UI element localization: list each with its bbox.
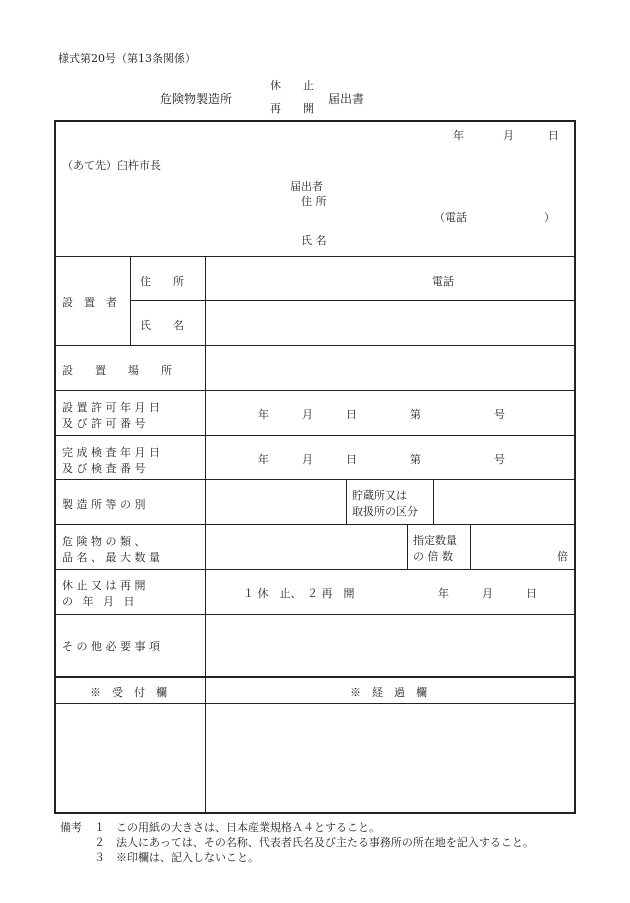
form-number: 様式第20号（第13条関係） bbox=[58, 52, 196, 65]
notifier-label: 届出者 bbox=[290, 180, 323, 193]
notes-label: 備考 bbox=[60, 821, 82, 834]
name-label: 氏 名 bbox=[301, 234, 327, 247]
form-title-suffix: 届出書 bbox=[328, 92, 365, 106]
storage-label-line2: 取扱所の区分 bbox=[352, 505, 418, 518]
form-title-main: 危険物製造所 bbox=[160, 92, 233, 106]
inspection-date: 年 月 日 bbox=[258, 453, 357, 466]
reception-header: ※ 受 付 欄 bbox=[90, 686, 167, 699]
note-item: １ この用紙の大きさは、日本産業規格Ａ４とすること。 bbox=[94, 821, 380, 834]
installer-label: 設 置 者 bbox=[62, 296, 117, 309]
hazmat-label-line2: 品 名 、 最 大 数 量 bbox=[62, 551, 160, 564]
notice-month: 月 bbox=[503, 129, 514, 142]
inspection-label-line1: 完 成 検 査 年 月 日 bbox=[62, 446, 160, 459]
multiple-label-line1: 指定数量 bbox=[413, 534, 457, 547]
progress-header: ※ 経 過 欄 bbox=[350, 686, 427, 699]
installer-phone-label: 電話 bbox=[432, 275, 454, 288]
permit-date: 年 月 日 bbox=[258, 408, 357, 421]
inspection-no-prefix: 第 bbox=[410, 453, 421, 466]
multiple-unit: 倍 bbox=[557, 550, 568, 563]
installer-name-label: 氏 名 bbox=[140, 319, 184, 332]
permit-no-suffix: 号 bbox=[494, 408, 505, 421]
note-item: ２ 法人にあっては、その名称、代表者氏名及び主たる事務所の所在地を記入すること。 bbox=[94, 836, 534, 849]
location-label: 設 置 場 所 bbox=[62, 364, 172, 377]
permit-label-line1: 設 置 許 可 年 月 日 bbox=[62, 401, 160, 414]
hazmat-label-line1: 危 険 物 の 類 、 bbox=[62, 535, 146, 548]
inspection-label-line2: 及 び 検 査 番 号 bbox=[62, 462, 146, 475]
notice-day: 日 bbox=[548, 129, 559, 142]
notice-year: 年 bbox=[453, 129, 464, 142]
other-label: そ の 他 必 要 事 項 bbox=[62, 640, 160, 653]
resume-label-line2: の 年 月 日 bbox=[62, 595, 138, 608]
inspection-no-suffix: 号 bbox=[494, 453, 505, 466]
multiple-label-line2: の 倍 数 bbox=[413, 550, 453, 563]
form-title-option-suspend: 休 止 bbox=[270, 79, 314, 92]
facility-type-label: 製 造 所 等 の 別 bbox=[62, 498, 146, 511]
installer-address-label: 住 所 bbox=[140, 275, 184, 288]
note-item: ３ ※印欄は、記入しないこと。 bbox=[94, 851, 259, 864]
form-title-option-resume: 再 開 bbox=[270, 102, 314, 115]
addressee: （あて先）臼杵市長 bbox=[62, 159, 161, 172]
address-label: 住 所 bbox=[301, 195, 327, 208]
storage-label-line1: 貯蔵所又は bbox=[352, 489, 407, 502]
resume-date: 年 月 日 bbox=[438, 587, 537, 600]
resume-options: １ 休 止、 ２ 再 開 bbox=[243, 587, 355, 600]
resume-label-line1: 休 止 又 は 再 開 bbox=[62, 579, 146, 592]
permit-no-prefix: 第 bbox=[410, 408, 421, 421]
permit-label-line2: 及 び 許 可 番 号 bbox=[62, 417, 146, 430]
phone-label: （電話 ） bbox=[434, 211, 555, 224]
